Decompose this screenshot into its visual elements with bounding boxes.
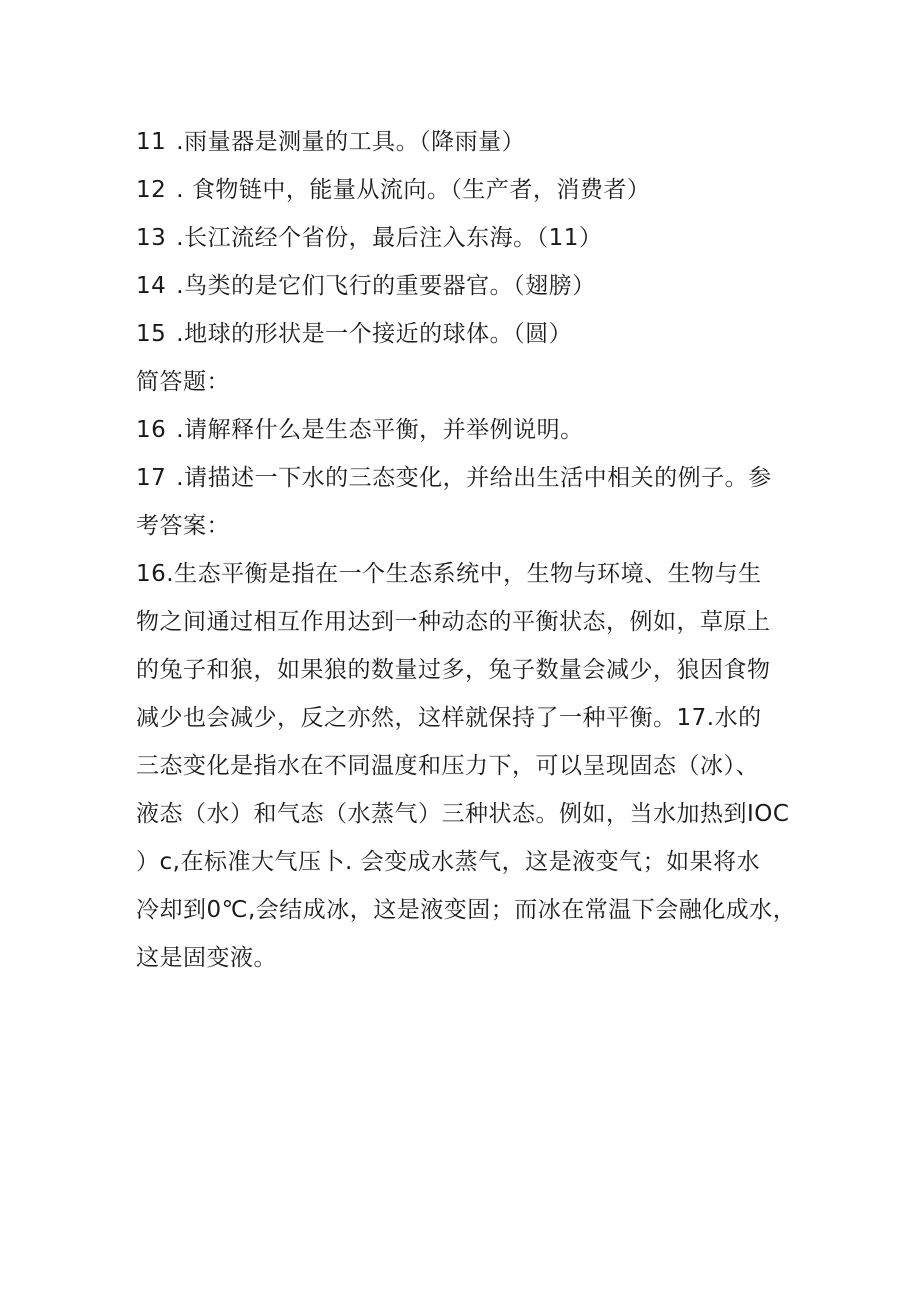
question-11 <box>136 118 801 166</box>
answer-line: 的兔子和狼，如果狼的数量过多，兔子数量会减少，狼因食物 <box>136 657 771 683</box>
question-number: 14 <box>136 273 167 299</box>
question-13 <box>136 214 801 262</box>
question-number: 11 <box>136 129 167 155</box>
question-14 <box>136 262 801 310</box>
question-16 <box>136 406 801 454</box>
question-text: .地球的形状是一个接近的球体。（圆） <box>176 321 573 347</box>
answer-line: 这是固变液。 <box>136 945 277 971</box>
question-number: 15 <box>136 321 167 347</box>
answer-line: 减少也会减少，反之亦然，这样就保持了一种平衡。17.水的 <box>136 705 762 731</box>
answer-paragraph <box>136 550 801 982</box>
question-text: .请解释什么是生态平衡，并举例说明。 <box>176 417 584 443</box>
question-text: .长江流经个省份，最后注入东海。（11） <box>176 225 603 251</box>
question-17 <box>136 454 801 502</box>
answer-line: 三态变化是指水在不同温度和压力下，可以呈现固态（冰）、 <box>136 753 759 779</box>
section-heading-short-answer: 简答题： <box>136 369 230 395</box>
question-number: 17 <box>136 465 167 491</box>
answer-line: 液态（水）和气态（水蒸气）三种状态。例如，当水加热到IOC <box>136 801 790 827</box>
question-text: .雨量器是测量的工具。（降雨量） <box>176 129 526 155</box>
question-number: 13 <box>136 225 167 251</box>
question-15 <box>136 310 801 358</box>
question-12 <box>136 166 801 214</box>
answer-line: 16.生态平衡是指在一个生态系统中，生物与环境、生物与生 <box>136 561 762 587</box>
answer-line: 物之间通过相互作用达到一种动态的平衡状态，例如，草原上 <box>136 609 771 635</box>
question-text: .鸟类的是它们飞行的重要器官。（翅膀） <box>176 273 596 299</box>
answer-heading: 考答案： <box>136 513 230 539</box>
answer-line: ）c,在标准大气压卜. 会变成水蒸气，这是液变气；如果将水 <box>136 849 761 875</box>
document-page <box>136 118 801 982</box>
question-number: 16 <box>136 417 167 443</box>
question-number: 12 <box>136 177 167 203</box>
answer-line: 冷却到0℃,会结成冰，这是液变固；而冰在常温下会融化成水， <box>136 897 797 923</box>
question-text: .请描述一下水的三态变化，并给出生活中相关的例子。参 <box>176 465 772 491</box>
question-text: . 食物链中，能量从流向。（生产者，消费者） <box>176 177 651 203</box>
